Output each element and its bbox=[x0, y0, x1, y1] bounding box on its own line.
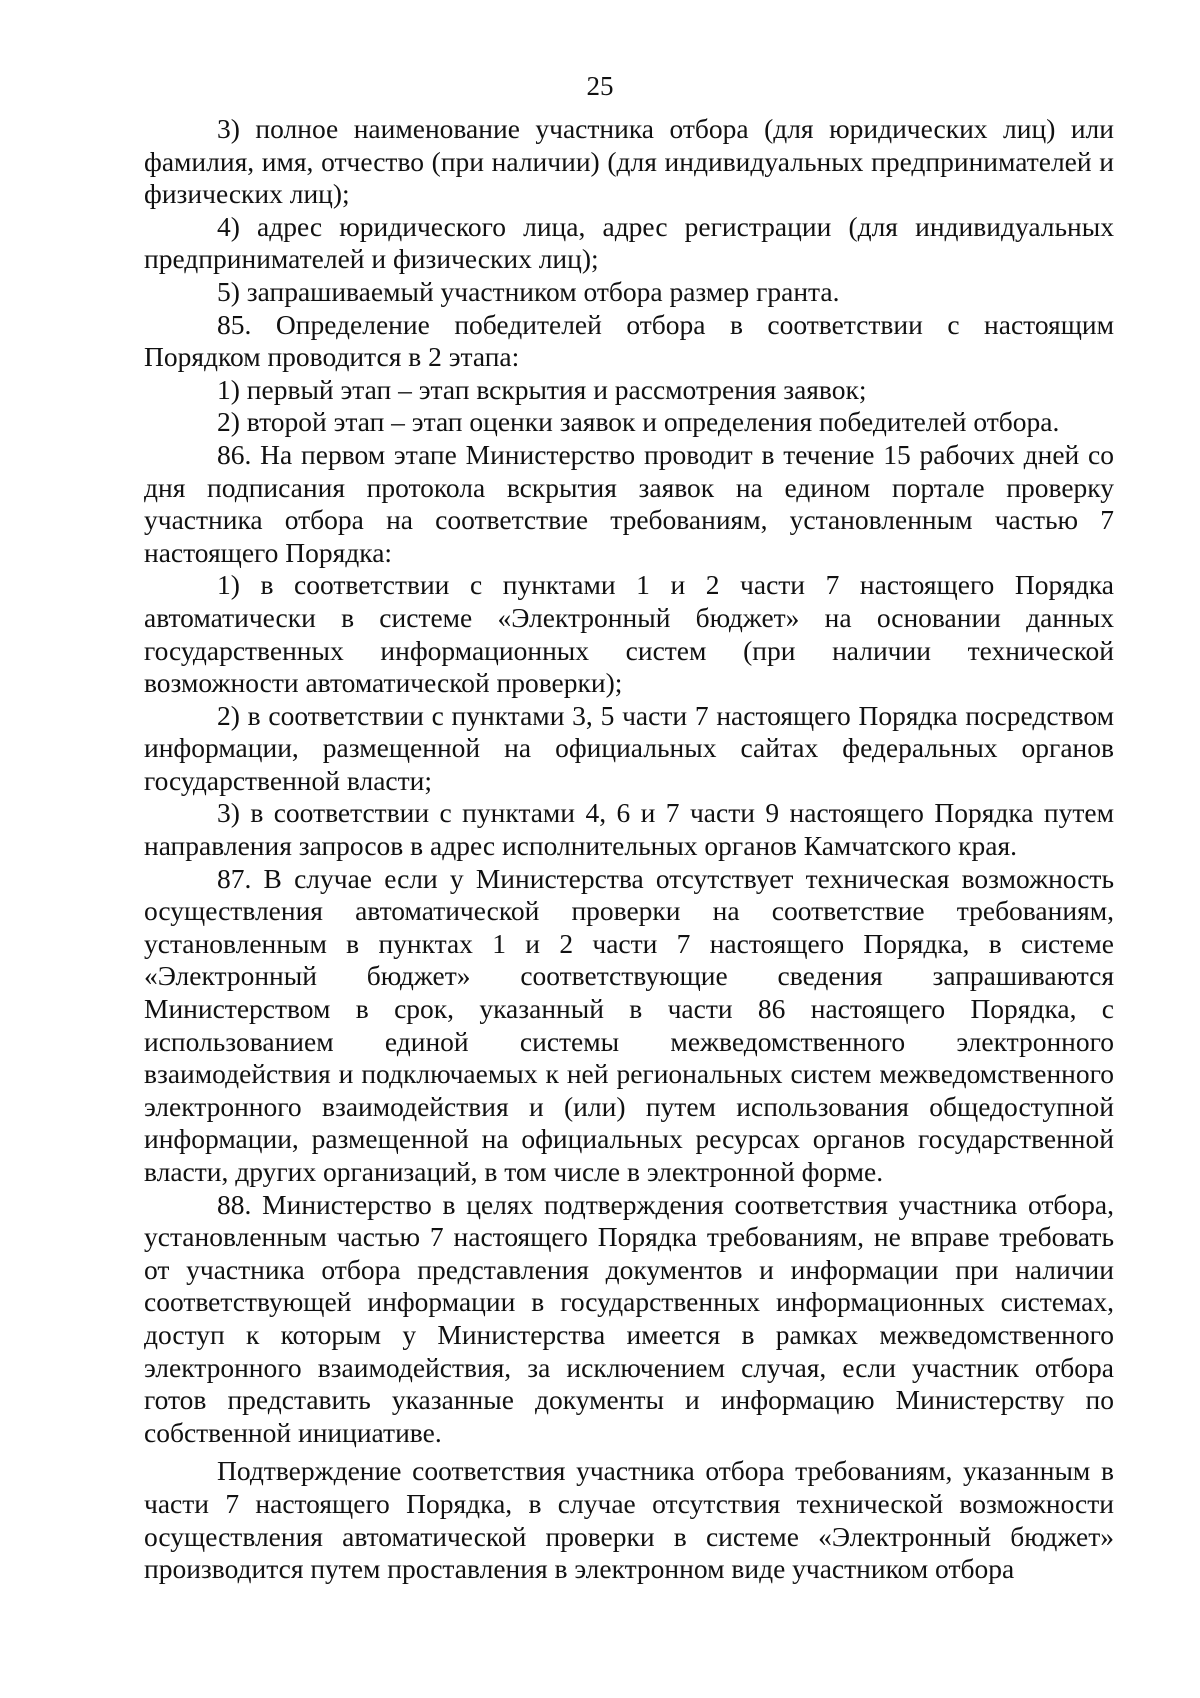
paragraph-85-item-2: 2) второй этап – этап оценки заявок и определения победителей отбора. bbox=[217, 406, 1060, 438]
paragraph-88: 88. Министерство в целях подтверждения соответствия участника отбора, установленным частью 7 настоящего Порядка требованиям, не вправе требовать от участника отбора представления документов и информации при наличии соответствующей информации в государственных информационных системах, доступ к которым у Министерства имеется в рамках межведомственного электронного взаимодействия, за исключением случая, если участник отбора готов представить указанные документы и информацию Министерству по собственной инициативе. bbox=[144, 1188, 1114, 1448]
paragraph-86: 86. На первом этапе Министерство проводит в течение 15 рабочих дней со дня подписания протокола вскрытия заявок на едином портале проверку участника отбора на соответствие требованиям, установленным частью 7 настоящего Порядка: bbox=[144, 438, 1114, 568]
paragraph-86-item-3: 3) в соответствии с пунктами 4, 6 и 7 части 9 настоящего Порядка путем направления запросов в адрес исполнительных органов Камчатского края. bbox=[144, 797, 1114, 862]
paragraph-85: 85. Определение победителей отбора в соответствии с настоящим Порядком проводится в 2 этапа: bbox=[144, 308, 1114, 373]
paragraph-86-item-2: 2) в соответствии с пунктами 3, 5 части 7 настоящего Порядка посредством информации, размещенной на официальных сайтах федеральных органов государственной власти; bbox=[144, 699, 1114, 796]
paragraph-87: 87. В случае если у Министерства отсутствует техническая возможность осуществления автоматической проверки на соответствие требованиям, установленным в пунктах 1 и 2 части 7 настоящего Порядка, в системе «Электронный бюджет» соответствующие сведения запрашиваются Министерством в срок, указанный в части 86 настоящего Порядка, с использованием единой системы межведомственного электронного взаимодействия и подключаемых к ней региональных систем межведомственного электронного взаимодействия и (или) путем использования общедоступной информации, размещенной на официальных ресурсах органов государственной власти, других организаций, в том числе в электронной форме. bbox=[144, 862, 1114, 1187]
paragraph-item-5: 5) запрашиваемый участником отбора размер гранта. bbox=[217, 275, 840, 307]
paragraph-86-item-1: 1) в соответствии с пунктами 1 и 2 части 7 настоящего Порядка автоматически в системе «Электронный бюджет» на основании данных государственных информационных систем (при наличии технической возможности автоматической проверки); bbox=[144, 569, 1114, 699]
paragraph-85-item-1: 1) первый этап – этап вскрытия и рассмотрения заявок; bbox=[217, 373, 867, 405]
document-body bbox=[144, 113, 1114, 1586]
page-number: 25 bbox=[586, 71, 614, 101]
paragraph-confirmation: Подтверждение соответствия участника отбора требованиям, указанным в части 7 настоящего Порядка, в случае отсутствия технической возможности осуществления автоматической проверки в системе «Электронный бюджет» производится путем проставления в электронном виде участником отбора bbox=[144, 1455, 1114, 1585]
paragraph-item-3: 3) полное наименование участника отбора (для юридических лиц) или фамилия, имя, отчество (при наличии) (для индивидуальных предпринимателей и физических лиц); bbox=[144, 113, 1114, 210]
paragraph-item-4: 4) адрес юридического лица, адрес регистрации (для индивидуальных предпринимателей и физических лиц); bbox=[144, 210, 1114, 275]
